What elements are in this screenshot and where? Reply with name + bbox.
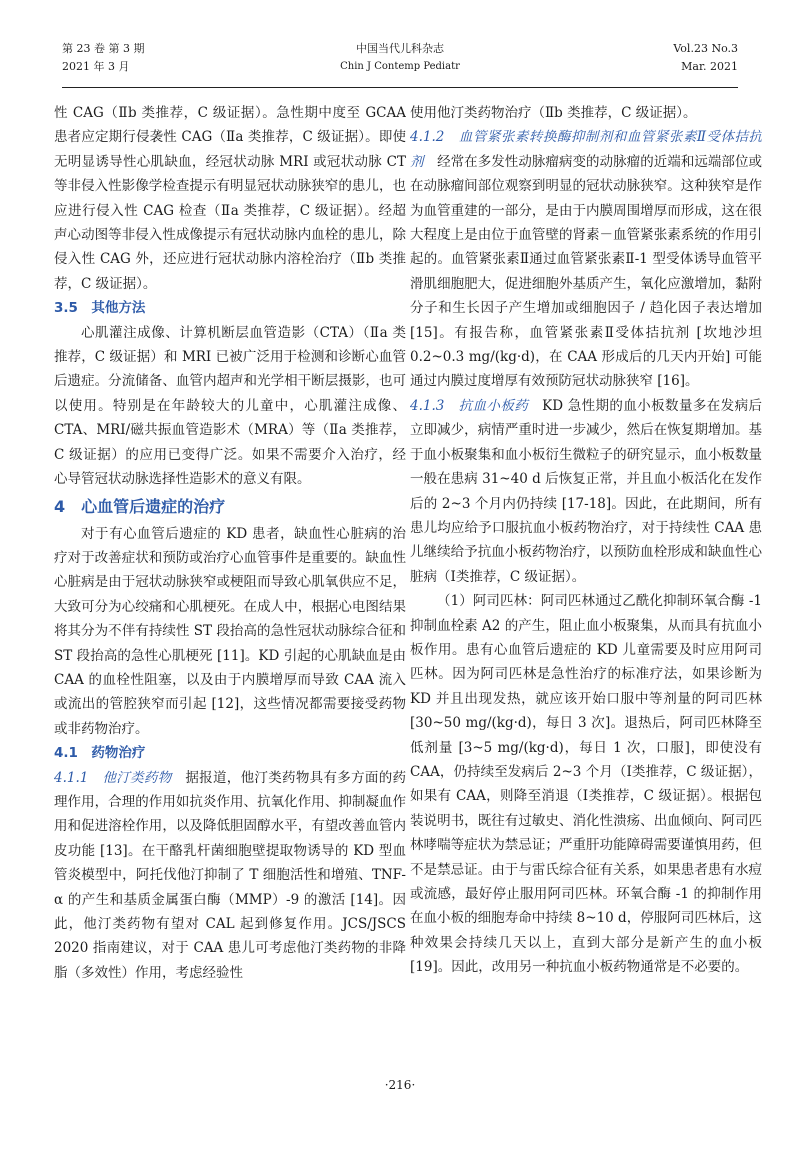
section-heading-4: 4 心血管后遗症的治疗 (54, 496, 226, 516)
subsection-heading-4-1-2: 4.1.2 血管紧张素转换酶抑制剂和血管紧张素Ⅱ受体拮抗剂 (410, 129, 762, 170)
section-heading-3-5: 3.5 其他方法 (54, 300, 146, 317)
header-volume-issue-en: Vol.23 No.3 (673, 42, 738, 55)
paragraph: 心肌灌注成像、计算机断层血管造影（CTA）（Ⅱa 类推荐，C 级证据）和 MRI 已被广泛用于检测和诊断心血管后遗症。分流储备、血管内超声和光学相干断层摄影，也可以使用。特别是在年龄较大的儿童中，心肌灌注成像、CTA、MRI/磁共振血管造影术（MRA）等（Ⅱa 类推荐，C 级证据）的应用已变得广泛。如果不需要介入治疗，经心导管冠状动脉选择性造影术的意义有限。 (54, 324, 406, 488)
paragraph: 使用他汀类药物治疗（Ⅱb 类推荐，C 级证据）。 (410, 105, 697, 121)
header-date: 2021 年 3 月 (62, 60, 130, 73)
header-issue-en (673, 40, 738, 76)
section-heading-4-1: 4.1 药物治疗 (54, 745, 146, 762)
left-column (54, 101, 406, 1061)
paragraph: 经常在多发性动脉瘤病变的动脉瘤的近端和远端部位或在动脉瘤间部位观察到明显的冠状动脉狭窄。这种狭窄是作为血管重建的一部分，是由于内膜周围增厚而形成，这在很大程度上是由位于血管壁的肾素－血管紧张素系统的作用引起的。血管紧张素Ⅱ通过血管紧张素Ⅱ-1 型受体诱导血管平滑肌细胞肥大，促进细胞外基质产生，氧化应激增加，黏附分子和生长因子产生增加或细胞因子 / 趋化因子表达增加 [15]。有报告称，血管紧张素Ⅱ受体拮抗剂 [坎地沙坦 0.2~0.3 mg/(kg·d)，在 CAA 形成后的几天内开始] 可能通过内膜过度增厚有效预防冠状动脉狭窄 [16]。 (410, 153, 762, 390)
journal-title-en: Chin J Contemp Pediatr (340, 61, 460, 72)
subsection-heading-4-1-3: 4.1.3 抗血小板药 (410, 397, 529, 414)
running-header (62, 40, 738, 84)
journal-title: 中国当代儿科杂志 (356, 42, 444, 55)
header-rule (62, 87, 738, 88)
right-column (410, 101, 762, 1061)
header-volume-issue: 第 23 卷 第 3 期 (62, 42, 145, 55)
subsection-heading-4-1-1: 4.1.1 他汀类药物 (54, 769, 172, 786)
paragraph: （1）阿司匹林：阿司匹林通过乙酰化抑制环氧合酶 -1 抑制血栓素 A2 的产生，阻止血小板聚集，从而具有抗血小板作用。患有心血管后遗症的 KD 儿童需要及时应用阿司匹林。因为阿司匹林是急性治疗的标准疗法，如果诊断为 KD 并且出现发热，就应该开始口服中等剂量的阿司匹林 [30~50 mg/(kg·d)，每日 3 次]。退热后，阿司匹林降至低剂量 [3~5 mg/(kg·d)，每日 1 次，口服]，即使没有 CAA，仍持续至发病后 2~3 个月（Ⅰ类推荐，C 级证据），如果有 CAA，则降至消退（Ⅰ类推荐，C 级证据）。根据包装说明书，既往有过敏史、消化性溃疡、出血倾向、阿司匹林哮喘等症状为禁忌证；严重肝功能障碍需要谨慎用药，但不是禁忌证。由于与雷氏综合征有关系，如果患者患有水痘或流感，最好停止服用阿司匹林。环氧合酶 -1 的抑制作用在血小板的细胞寿命中持续 8~10 d，停服阿司匹林后，这种效果会持续几天以上，直到大部分是新产生的血小板 [19]。因此，改用另一种抗血小板药物通常是不必要的。 (410, 593, 762, 976)
paragraph: 性 CAG（Ⅱb 类推荐，C 级证据）。急性期中度至 GCAA 患者应定期行侵袭性 CAG（Ⅱa 类推荐，C 级证据）。即使无明显诱导性心肌缺血，经冠状动脉 MRI 或冠状动脉 CT 等非侵入性影像学检查提示有明显冠状动脉狭窄的患儿，也应进行侵入性 CAG 检查（Ⅱa 类推荐，C 级证据）。经超声心动图等非侵入性成像提示有冠状动脉内血栓的患儿，除侵入性 CAG 外，还应进行冠状动脉内溶栓治疗（Ⅱb 类推荐，C 级证据）。 (54, 105, 406, 292)
paragraph: 据报道，他汀类药物具有多方面的药理作用，合理的作用如抗炎作用、抗氧化作用、抑制凝血作用和促进溶栓作用，以及降低胆固醇水平，有望改善血管内皮功能 [13]。在干酪乳杆菌细胞壁提取物诱导的 KD 型血管炎模型中，阿托伐他汀抑制了 T 细胞活性和增殖、TNF-α 的产生和基质金属蛋白酶（MMP）-9 的激活 [14]。因此，他汀类药物有望对 CAL 起到修复作用。JCS/JSCS 2020 指南建议，对于 CAA 患儿可考虑他汀类药物的非降脂（多效性）作用，考虑经验性 (54, 769, 406, 981)
header-date-en: Mar. 2021 (681, 60, 738, 73)
page-number: ·216· (384, 1078, 416, 1092)
paragraph: 对于有心血管后遗症的 KD 患者，缺血性心脏病的治疗对于改善症状和预防或治疗心血管事件是重要的。缺血性心脏病是由于冠状动脉狭窄或梗阻而导致心肌氧供应不足，大致可分为心绞痛和心肌梗死。在成人中，根据心电图结果将其分为不伴有持续性 ST 段抬高的急性冠状动脉综合征和 ST 段抬高的急性心肌梗死 [11]。KD 引起的心肌缺血是由 CAA 的血栓性阻塞，以及由于内膜增厚而导致 CAA 流入或流出的管腔狭窄而引起 [12]，这些情况都需要接受药物或非药物治疗。 (54, 525, 406, 737)
header-journal (62, 40, 738, 76)
paragraph: KD 急性期的血小板数量多在发病后立即减少，病情严重时进一步减少，然后在恢复期增加。基于血小板聚集和血小板衍生微粒子的研究显示，血小板数量一般在患病 31~40 d 后恢复正常，并且血小板活化在发作后的 2~3 个月内仍持续 [17-18]。因此，在此期间，所有患儿均应给予口服抗血小板药物治疗，对于持续性 CAA 患儿继续给予抗血小板药物治疗，以预防血栓形成和缺血性心脏病（Ⅰ类推荐，C 级证据）。 (410, 397, 762, 585)
